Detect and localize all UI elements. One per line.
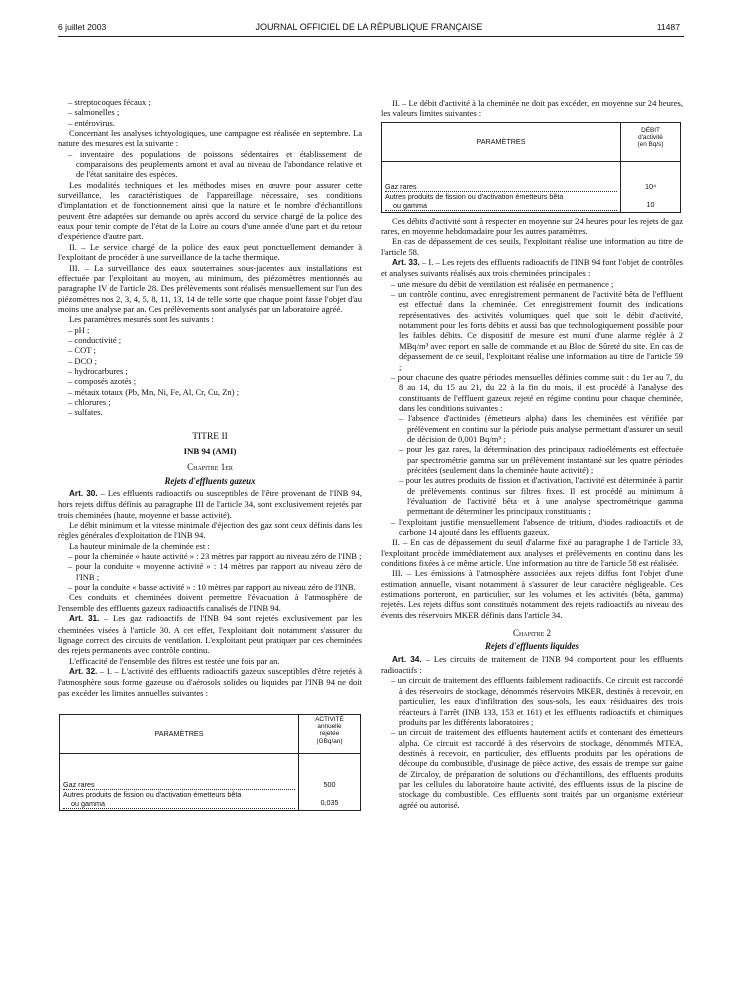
list-item: – un circuit de traitement des effluents faiblement radioactifs. Ce circuit est raccordé à des réservoirs de stockage, dénommés réservoirs MKER, destinés à recevoir, en particulier, les eaux d'infiltration des sous-sols, les eaux résiduaires des trois réacteurs à l'arrêt (INB 133, 153 et 161) et les effluents radioactifs et chimiques produits par les différents laboratoires ; [391,675,683,727]
article-label: Art. 30. [69,489,98,499]
list-item: – pour la cheminée « haute activité » : 23 mètres par rapport au niveau zéro de l'INB ; [68,551,362,562]
paragraph: En cas de dépassement de ces seuils, l'exploitant réalise une information au titre de l'article 58. [381,236,683,257]
article-label: Art. 34. [392,654,422,664]
header-line: annuelle [317,723,342,731]
paragraph: L'efficacité de l'ensemble des filtres est testée une fois par an. [69,655,280,666]
row-label: Gaz rares [63,780,295,790]
cell-value: 0,035 [320,797,339,807]
list-item: – un circuit de traitement des effluents hautement actifs et contenant des émetteurs alpha. Ce circuit est raccordé à des réservoirs de stockage, dénommés MTEA, destinés à recevoir, en particulier, des effluents produits par les opérations de découpe du combustible, d'usinage de pièce active, des essais de trempe sur gaine de Zircaloy, de préparation de solutions ou d'échantillons, des effluents produits par les cellules du laboratoire haute activité, des effluents issus de la piscine de stockage du combustible. Ces effluents sont traités par un organisme extérieur agréé ou autorisé. [391,727,683,810]
table-row-labels [60,753,299,810]
header-rule [58,36,684,37]
cell-value: 10 [646,199,655,209]
table-header-rate [621,122,681,161]
chapter-heading: Chapitre 1er [187,462,233,473]
paragraph: – salmonelles ; [68,107,120,118]
sub-list-item: – pour les autres produits de fission et d'activation, l'activité est déterminée à partir de prélèvements continus sur filtres fixes. Il est procédé au minimum à l'évaluation de l'activité bêta et à une analyse spectrométrique gamma permettant de déterminer les principaux constituants ; [399,475,683,517]
list-item: – une mesure du débit de ventilation est réalisée en permanence ; [391,278,614,289]
chapter-title: Rejets d'effluents liquides [484,641,579,652]
list-item: – pour la conduite « basse activité » : 10 mètres par rapport au niveau zéro de l'INB. [68,582,356,593]
paragraph: Le débit minimum et la vitesse minimale d'éjection des gaz sont ceux définis dans les règles générales d'exploitation de l'INB 94. [58,520,362,541]
header-journal-title: JOURNAL OFFICIEL DE LA RÉPUBLIQUE FRANÇAISE [255,22,483,32]
header-line: ACTIVITÉ [315,715,344,723]
paragraph: Les paramètres mesurés sont les suivants : [69,314,214,325]
list-item: – COT ; [68,345,96,356]
row-label: Autres produits de fission ou d'activation émetteurs bêta [63,789,242,799]
right-column [381,98,683,810]
header-line: (en Bq/s) [637,141,664,149]
article-31 [58,613,362,655]
article-text: – Les effluents radioactifs ou susceptibles de l'être provenant de l'INB 94, hors rejets diffus définis au paragraphe III de l'article 34, sont exclusivement rejetés par trois cheminées (haute, moyenne et basse activité). [58,488,362,520]
table-header-parameters: PARAMÈTRES [60,714,299,753]
article-text: – I. – L'activité des effluents radioactifs gazeux susceptibles d'être rejetés à l'atmosphère sous forme gazeuse ou d'aérosols solides ou liquides par l'INB 94 ne doit pas excéder les limites annuelles suivantes : [58,665,362,698]
sub-list-item: – pour les gaz rares, la détermination des principaux radioéléments est effectuée par spectrométrie gamma sur un prélèvement instantané sur les quatre périodes précitées (seulement dans la cheminée haute activité) ; [399,444,683,475]
table-row-values [299,753,361,810]
page-header [58,22,680,36]
article-30 [58,488,362,520]
list-item: – un contrôle continu, avec enregistrement permanent de l'activité bêta de l'effluent est effectué dans la cheminée. Cet enregistrement fournit des indications représentatives des activités volumiques quel que soit le débit d'activité, notamment pour les forts débits et aussi bas que technologiquement possible pour les faibles débits. Ce dispositif de mesure est muni d'une alarme réglée à 2 MBq/m³ avec report en salle de commande et au Bloc de Sûreté du site. En cas de dépassement de ce seuil, l'exploitant réalise une information au titre de l'article 59 ; [391,289,683,372]
header-line: d'activité [638,133,663,141]
left-column [58,97,362,811]
paragraph: II. – Le débit d'activité à la cheminée ne doit pas excéder, en moyenne sur 24 heures, les valeurs limites suivantes : [381,98,683,119]
section-title: TITRE II [192,431,228,442]
list-item: – conductivité ; [68,334,122,345]
article-text: – I. – Les rejets des effluents radioactifs de l'INB 94 font l'objet de contrôles et analyses suivants réalisés aux trois cheminées principales : [381,257,683,279]
sub-list-item: – l'absence d'actinides (émetteurs alpha) dans les cheminées est vérifiée par prélèvement en continu sur la période puis analyse permettant d'assurer un seuil de décision de 0,001 Bq/m³ ; [399,413,683,444]
list-item: – composés azotés ; [68,376,137,387]
paragraph: Ces débits d'activité sont à respecter en moyenne sur 24 heures pour les rejets de gaz rares, en moyenne hebdomadaire pour les autres paramètres. [381,215,683,237]
header-date: 6 juillet 2003 [58,22,107,32]
row-label: Autres produits de fission ou d'activation émetteurs bêta [385,191,564,201]
paragraph: Ces conduits et cheminées doivent permettre l'évacuation à l'atmosphère de l'ensemble des effluents gazeux radioactifs canalisés de l'INB 94. [58,592,362,613]
article-33 [381,257,683,279]
table-row-labels [382,161,621,212]
list-item: – DCO ; [68,355,97,366]
article-label: Art. 31. [69,614,100,624]
row-label: ou gamma [63,799,295,809]
cell-value: 500 [323,779,336,789]
header-page-number: 11487 [656,22,680,32]
header-line: DÉBIT [641,126,660,134]
paragraph: – inventaire des populations de poissons sédentaires et établissement de comparaisons des peuplements amont et aval au niveau de l'abondance relative et de l'état sanitaire des espèces. [68,148,362,180]
table-header-parameters: PARAMÈTRES [382,122,621,161]
paragraph: Concernant les analyses ichtyologiques, une campagne est réalisée en septembre. La nature des mesures est la suivante : [58,128,362,149]
paragraph: Les modalités techniques et les méthodes mises en œuvre pour assurer cette surveillance, les caractéristiques de l'appareillage nécessaire, ses conditions d'implantation et de fonctionnement ainsi que la nature et le nombre d'échantillons peuvent être adaptées sur demande ou après accord du service chargé de la police des eaux pour tenir compte de l'état de la Loire au cours d'une année d'une part et du retour d'expérience d'autre part. [58,179,362,242]
section-subtitle: INB 94 (AMI) [183,446,237,456]
cell-value: 10⁴ [644,181,657,191]
list-item: – sulfates. [68,407,103,418]
list-item: – chlorures ; [68,396,111,407]
row-label: Gaz rares [385,182,617,192]
list-item: – pour chacune des quatre périodes mensuelles définies comme suit : du 1er au 7, du 8 au 14, du 15 au 21, du 22 à la fin du mois, il est procédé à l'analyse des constituants de l'effluent gazeux rejeté en régime continu pour chaque cheminée, dans les conditions suivantes : [391,371,683,413]
article-34 [381,654,683,676]
paragraph: III. – Les émissions à l'atmosphère associées aux rejets diffus font l'objet d'une estimation annuelle, visant notamment à s'assurer de leur caractère négligeable. Ces estimations porteront, en particulier, sur les volumes et les activités (bêta, gamma) rejetés. Les rejets diffus sont constitués notamment des rejets radioactifs au niveau des évents des réservoirs MKER définis dans l'article 34. [381,568,683,620]
chapter-title: Rejets d'effluents gazeux [164,475,256,486]
header-line: (GBq/an) [316,737,343,745]
table-header-activity [299,714,361,753]
list-item: – métaux totaux (Pb, Mn, Ni, Fe, Al, Cr, Cu, Zn) ; [68,386,240,397]
article-label: Art. 33. [392,258,420,268]
list-item: – l'exploitant justifie mensuellement l'absence de tritium, d'iodes radioactifs et de carbone 14 ajouté dans les effluents gazeux. [391,516,683,537]
paragraph: II. – En cas de dépassement du seuil d'alarme fixé au paragraphe I de l'article 33, l'exploitant procède immédiatement aux analyses et prélèvements en continu dans les conditions fixées à ce même article. Une information au titre de l'article 58 est réalisée. [381,537,683,569]
activity-rate-table [381,122,681,213]
article-text: – Les gaz radioactifs de l'INB 94 sont rejetés exclusivement par les cheminées visées à l'article 30. A cet effet, l'exploitant doit notamment s'assurer du lignage correct des circuits de ventilation. L'exploitant peut pratiquer par ces cheminées des rejets permanents avec contrôle continu. [58,613,362,656]
list-item: – pH ; [68,324,90,335]
annual-limits-table [59,714,361,811]
paragraph: II. – Le service chargé de la police des eaux peut ponctuellement demander à l'exploitant de procéder à une surveillance de la tache thermique. [58,241,362,263]
article-text: – Les circuits de traitement de l'INB 94 comportent pour les effluents radioactifs : [381,653,683,676]
paragraph: La hauteur minimale de la cheminée est : [69,540,210,551]
paragraph: III. – La surveillance des eaux souterraines sous-jacentes aux installations est effectuée par l'exploitant au moyen, au minimum, des piézomètres mentionnés au paragraphe IV de l'article 28. Des prélèvements sont réalisés mensuellement sur l'un des piézomètres nos 2, 3, 4, 5, 8, 11, 13, 14 de telle sorte que chaque point fasse l'objet d'au moins une analyse par an. Ces prélèvements sont analysés par un laboratoire agréé. [58,262,362,314]
table-row-values [621,161,681,212]
article-32 [58,666,362,698]
article-label: Art. 32. [69,666,98,676]
paragraph: – entérovirus. [68,117,115,128]
list-item: – pour la conduite « moyenne activité » : 14 mètres par rapport au niveau zéro de l'INB ; [68,561,362,582]
row-label: ou gamma [385,201,617,211]
paragraph: – streptocoques fécaux ; [68,97,151,107]
chapter-heading: Chapitre 2 [512,628,552,639]
list-item: – hydrocarbures ; [68,365,128,376]
header-line: rejetée [319,730,340,738]
